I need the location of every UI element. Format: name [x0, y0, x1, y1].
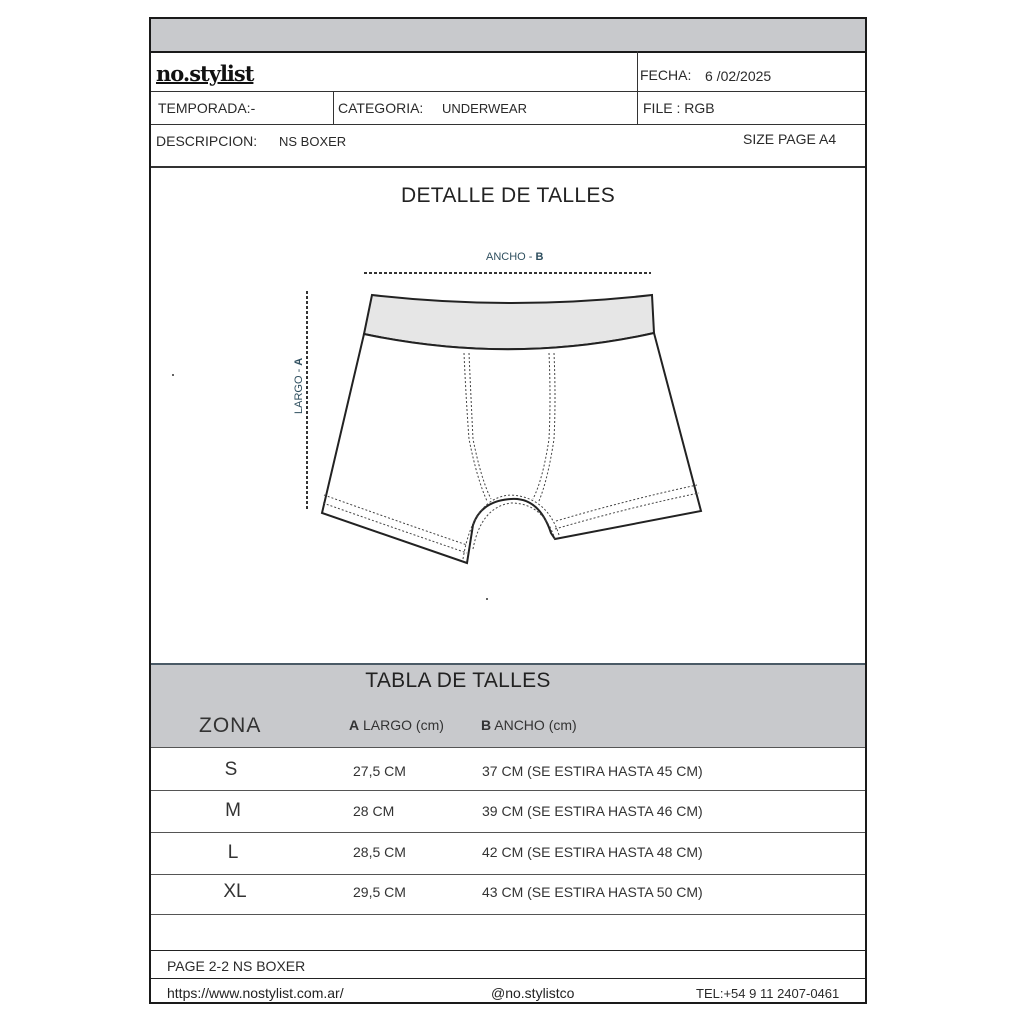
website-link[interactable]: https://www.nostylist.com.ar/ [167, 985, 344, 1001]
largo-header-letter: A [349, 717, 360, 733]
temporada-text: TEMPORADA:- [158, 100, 256, 116]
boxer-diagram [151, 19, 865, 659]
largo-cell: 29,5 CM [353, 884, 406, 900]
detail-title: DETALLE DE TALLES [400, 184, 616, 207]
ancho-cell: 42 CM (SE ESTIRA HASTA 48 CM) [482, 844, 703, 860]
marker-dot [486, 598, 488, 600]
spec-sheet [149, 17, 867, 1004]
zona-header: ZONA [199, 714, 262, 737]
ancho-header-text: ANCHO (cm) [491, 717, 577, 733]
ancho-cell: 39 CM (SE ESTIRA HASTA 46 CM) [482, 803, 703, 819]
largo-label [293, 358, 305, 414]
ancho-label [486, 251, 543, 263]
size-cell: XL [223, 881, 247, 902]
boxer-body [322, 333, 701, 563]
brand-logo: no.stylist [156, 61, 254, 86]
row-divider [151, 874, 865, 875]
ancho-header-letter: B [481, 717, 492, 733]
largo-header-text: LARGO (cm) [359, 717, 444, 733]
page-label: PAGE 2-2 NS BOXER [167, 958, 306, 974]
size-cell: L [227, 842, 239, 863]
fecha-label: FECHA: [640, 67, 692, 83]
fecha-value: 6 /02/2025 [705, 68, 772, 84]
size-page-label: SIZE PAGE A4 [743, 131, 837, 147]
footer-rule [151, 978, 865, 979]
largo-label-text: LARGO - [293, 365, 305, 414]
instagram-link[interactable]: @no.stylistco [491, 985, 575, 1001]
descripcion-label: DESCRIPCION: [156, 133, 258, 149]
marker-dot [172, 374, 174, 376]
row-divider [151, 914, 865, 915]
row-divider [151, 790, 865, 791]
largo-letter: A [293, 357, 305, 366]
table-title: TABLA DE TALLES [365, 669, 551, 692]
descripcion-value: NS BOXER [279, 134, 347, 149]
ancho-letter: B [535, 251, 544, 263]
row-divider [151, 832, 865, 833]
phone-label: TEL:+54 9 11 2407-0461 [696, 986, 840, 1001]
ancho-label-text: ANCHO - [486, 251, 536, 263]
categoria-label: CATEGORIA: [338, 100, 424, 116]
ancho-cell: 37 CM (SE ESTIRA HASTA 45 CM) [482, 763, 703, 779]
largo-cell: 27,5 CM [353, 763, 406, 779]
largo-cell: 28,5 CM [353, 844, 406, 860]
ancho-header [481, 717, 577, 733]
size-cell: M [225, 800, 241, 821]
ancho-cell: 43 CM (SE ESTIRA HASTA 50 CM) [482, 884, 703, 900]
footer-rule [151, 950, 865, 951]
size-cell: S [224, 759, 238, 780]
file-label: FILE : RGB [643, 100, 715, 116]
largo-header [349, 717, 444, 733]
largo-cell: 28 CM [353, 803, 395, 819]
categoria-value: UNDERWEAR [442, 101, 527, 116]
